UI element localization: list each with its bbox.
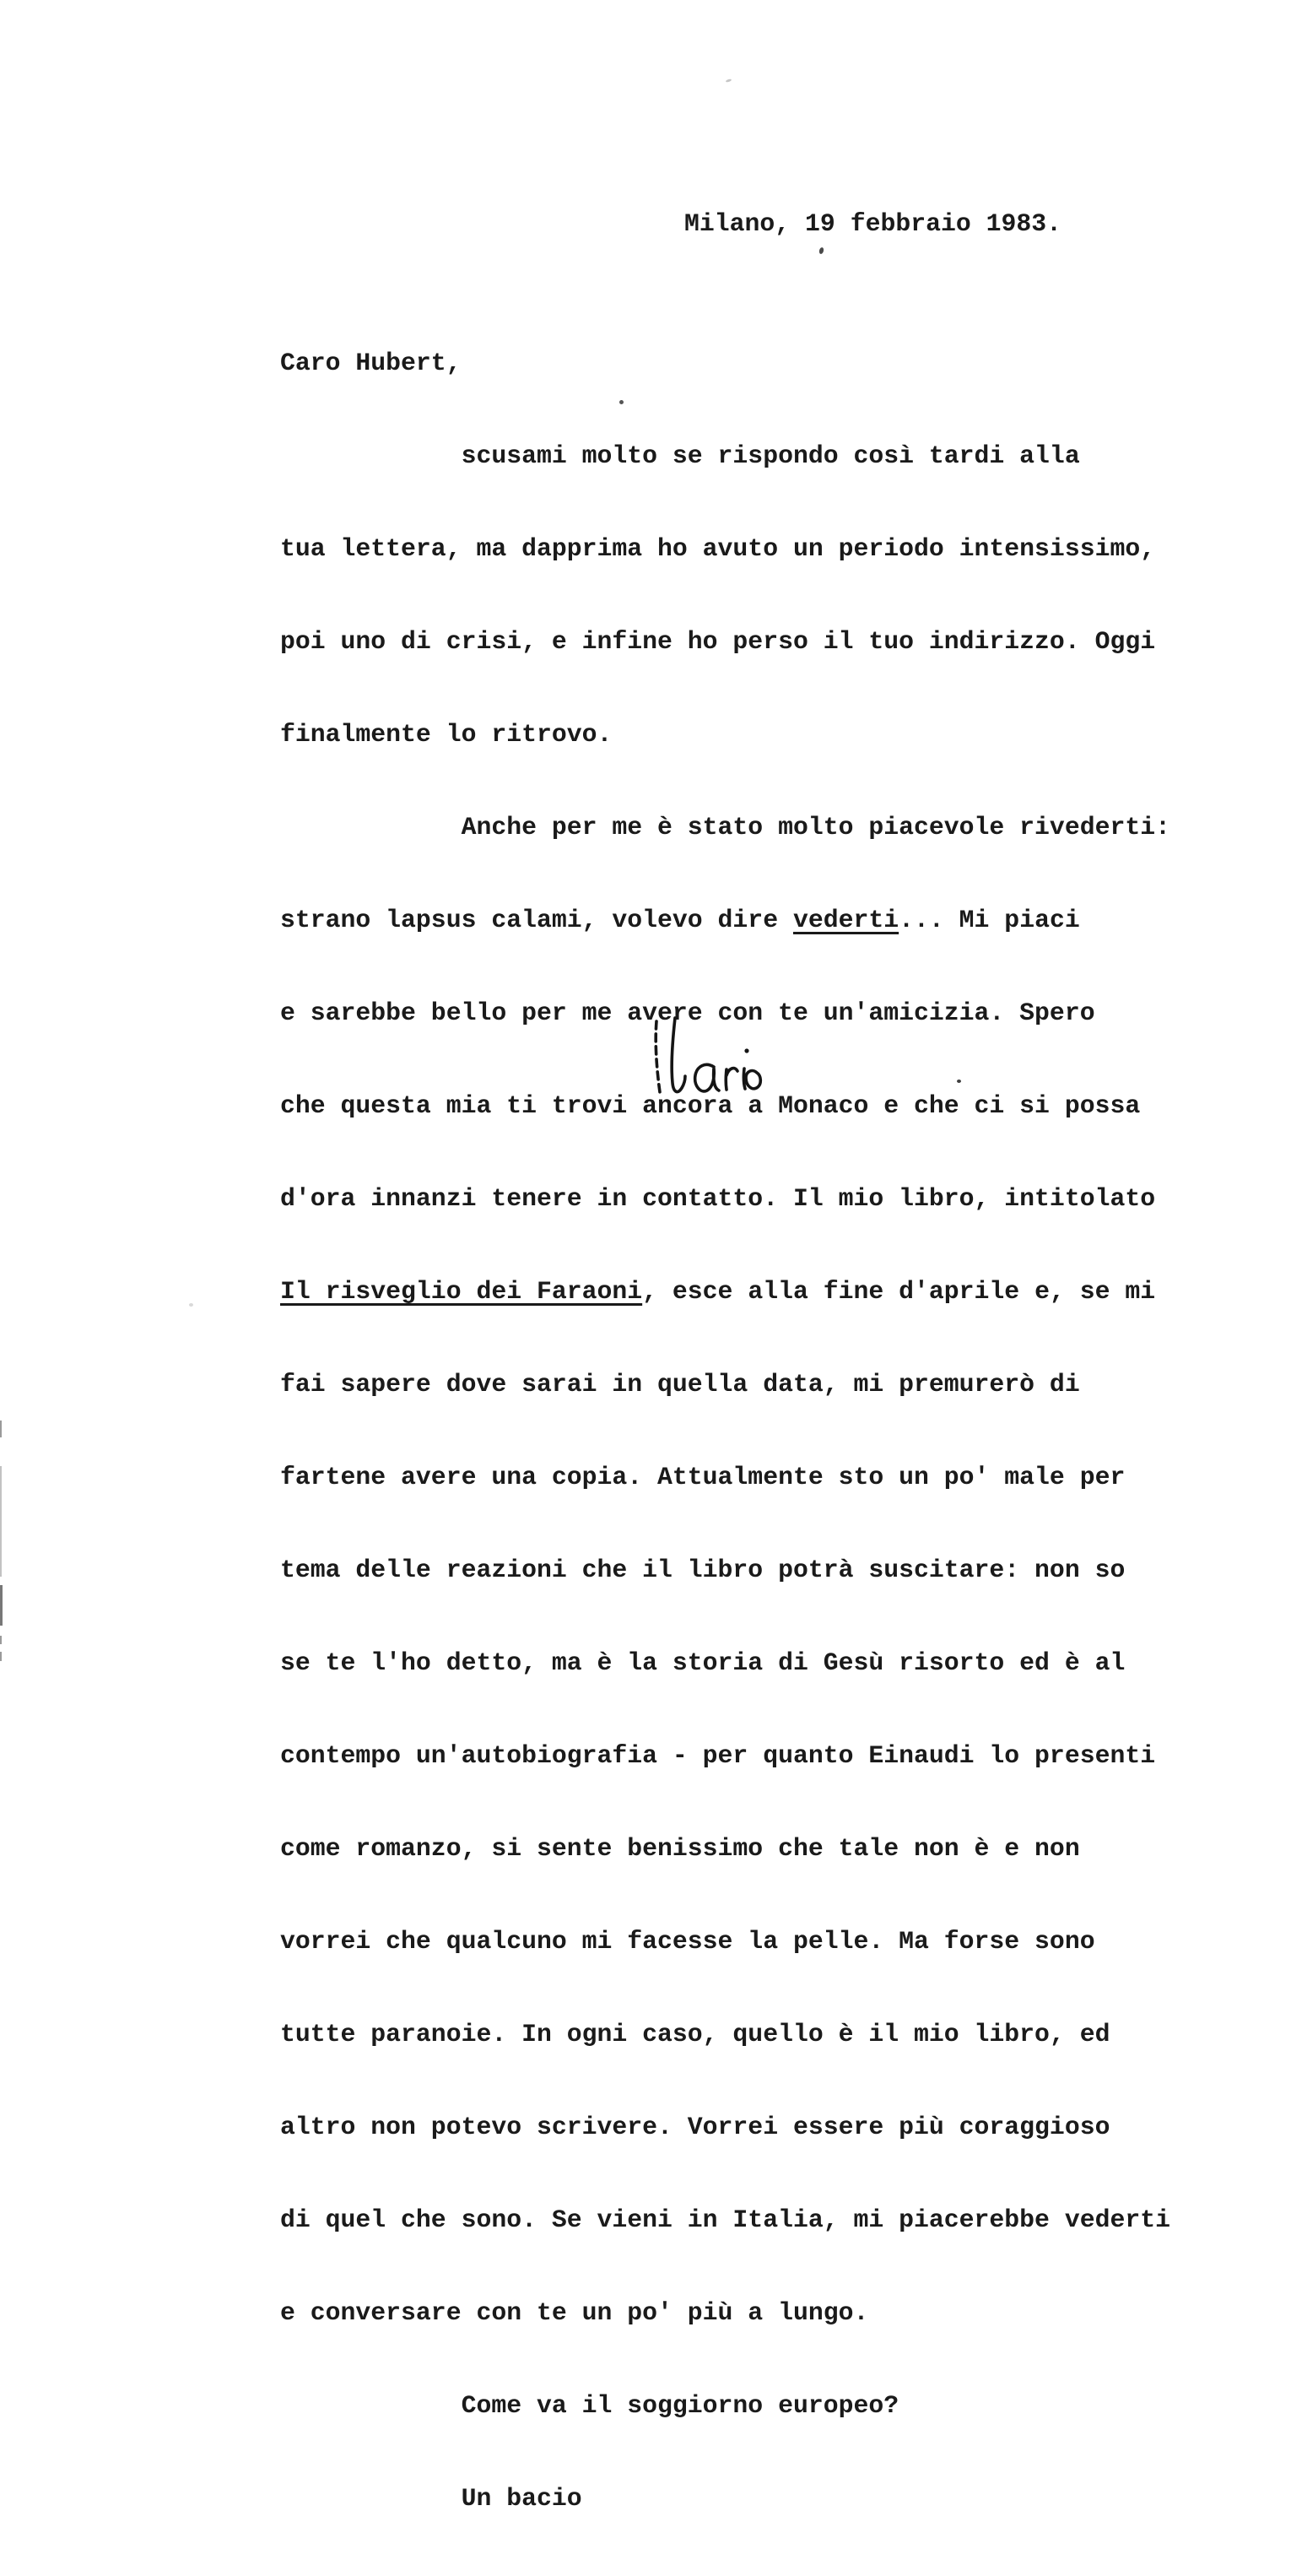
letter-line: d'ora innanzi tenere in contatto. Il mio libro, intitolato (280, 1184, 1156, 1214)
line-text: , esce alla fine d'aprile e, se mi (642, 1277, 1156, 1306)
letter-line: di quel che sono. Se vieni in Italia, mi piacerebbe vederti (280, 2205, 1170, 2234)
signature-mario (648, 1015, 776, 1101)
underlined-book-title: Il risveglio dei Faraoni (280, 1277, 643, 1306)
closing-line: Un bacio (280, 2483, 582, 2513)
line-text: ... Mi piaci (899, 906, 1080, 935)
scan-speck (619, 400, 624, 404)
line-text: strano lapsus calami, volevo dire (280, 906, 793, 935)
letter-line: che questa mia ti trovi ancora a Monaco e che ci si possa (280, 1091, 1141, 1121)
letter-line: altro non potevo scrivere. Vorrei essere più coraggioso (280, 2112, 1110, 2141)
letter-line: Come va il soggiorno europeo? (280, 2390, 899, 2420)
date-line: Milano, 19 febbraio 1983. (684, 209, 1062, 238)
scan-edge-artifact (0, 1466, 2, 1577)
scan-edge-artifact (0, 1421, 2, 1437)
scan-speck (726, 78, 732, 83)
letter-line: e conversare con te un po' più a lungo. (280, 2297, 869, 2327)
letter-line: poi uno di crisi, e infine ho perso il tuo indirizzo. Oggi (280, 627, 1156, 657)
letter-line: tema delle reazioni che il libro potrà suscitare: non so (280, 1555, 1126, 1584)
letter-line: se te l'ho detto, ma è la storia di Gesù risorto ed è al (280, 1648, 1126, 1677)
letter-line: tua lettera, ma dapprima ho avuto un periodo intensissimo, (280, 534, 1156, 564)
letter-line: Anche per me è stato molto piacevole rivederti: (280, 813, 1170, 842)
scan-speck (189, 1303, 193, 1307)
letter-line: contempo un'autobiografia - per quanto Einaudi lo presenti (280, 1740, 1156, 1770)
scan-edge-artifact (0, 1652, 2, 1661)
scan-edge-artifact (0, 1636, 2, 1644)
scan-speck (957, 1080, 961, 1083)
letter-line: vorrei che qualcuno mi facesse la pelle. Ma forse sono (280, 1926, 1095, 1956)
letter-line: e sarebbe bello per me avere con te un'amicizia. Spero (280, 998, 1095, 1028)
letter-body (280, 286, 1170, 2576)
salutation: Caro Hubert, (280, 349, 462, 378)
letter-line: come romanzo, si sente benissimo che tale non è e non (280, 1833, 1080, 1863)
letter-line: tutte paranoie. In ogni caso, quello è il mio libro, ed (280, 2019, 1110, 2048)
letter-line (280, 905, 1170, 936)
underlined-word-vederti: vederti (792, 906, 899, 935)
letter-line: fai sapere dove sarai in quella data, mi premurerò di (280, 1369, 1080, 1399)
scan-edge-artifact (0, 1585, 3, 1626)
letter-line: scusami molto se rispondo così tardi alla (280, 441, 1080, 471)
letter-line: finalmente lo ritrovo. (280, 720, 613, 750)
letter-line: fartene avere una copia. Attualmente sto un po' male per (280, 1462, 1126, 1491)
scan-speck (818, 247, 824, 255)
letter-line (280, 1276, 1170, 1307)
